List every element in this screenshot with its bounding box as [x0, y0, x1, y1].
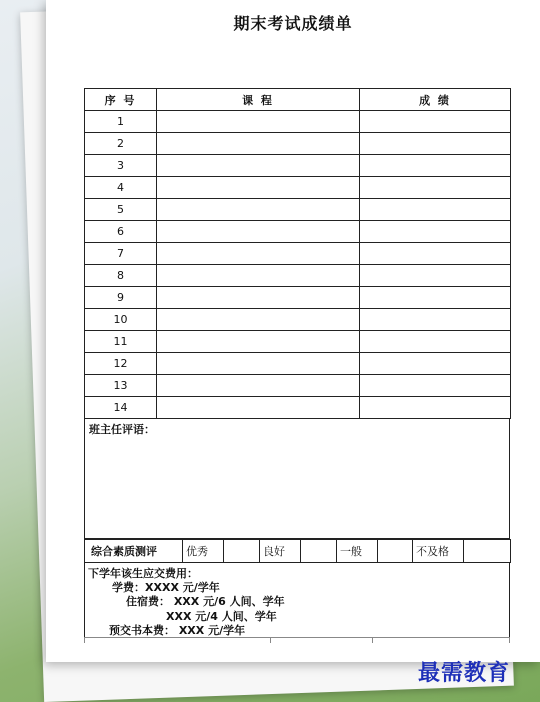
- row-index: 5: [85, 199, 157, 221]
- row-index: 13: [85, 375, 157, 397]
- row-index: 7: [85, 243, 157, 265]
- fees-section: [84, 563, 510, 638]
- table-row: [85, 353, 511, 375]
- row-index: 10: [85, 309, 157, 331]
- course-cell: [157, 155, 360, 177]
- table-row: [85, 177, 511, 199]
- header-course: 课 程: [157, 89, 360, 111]
- option-excellent-box: [224, 540, 260, 563]
- table-header-row: [85, 89, 511, 111]
- option-excellent: 优秀: [183, 540, 224, 563]
- teacher-comment-label: 班主任评语：: [89, 423, 155, 436]
- row-index: 4: [85, 177, 157, 199]
- score-cell: [360, 221, 511, 243]
- row-index: 2: [85, 133, 157, 155]
- fees-books: 预交书本费： XXX 元/学年: [109, 624, 246, 637]
- row-index: 9: [85, 287, 157, 309]
- fees-heading: 下学年该生应交费用：: [88, 567, 198, 580]
- score-cell: [360, 309, 511, 331]
- watermark-logo: 最需教育: [418, 660, 511, 686]
- course-cell: [157, 309, 360, 331]
- table-row: [85, 375, 511, 397]
- score-cell: [360, 133, 511, 155]
- option-good: 良好: [260, 540, 301, 563]
- table-row: [85, 397, 511, 419]
- table-row: [85, 133, 511, 155]
- score-cell: [360, 353, 511, 375]
- course-cell: [157, 265, 360, 287]
- option-good-box: [301, 540, 337, 563]
- course-cell: [157, 243, 360, 265]
- fees-lodging-six: 住宿费： XXX 元/6 人间、学年: [126, 595, 285, 608]
- row-index: 1: [85, 111, 157, 133]
- table-row: [85, 243, 511, 265]
- course-cell: [157, 199, 360, 221]
- score-cell: [360, 331, 511, 353]
- course-cell: [157, 331, 360, 353]
- score-cell: [360, 265, 511, 287]
- course-cell: [157, 397, 360, 419]
- table-row: [85, 221, 511, 243]
- score-cell: [360, 375, 511, 397]
- course-cell: [157, 221, 360, 243]
- option-average: 一般: [337, 540, 378, 563]
- course-cell: [157, 375, 360, 397]
- table-row: [85, 155, 511, 177]
- score-cell: [360, 177, 511, 199]
- evaluation-row: [84, 539, 511, 563]
- table-row: [85, 265, 511, 287]
- row-index: 12: [85, 353, 157, 375]
- score-cell: [360, 243, 511, 265]
- bottom-tick: [509, 637, 510, 643]
- course-cell: [157, 133, 360, 155]
- fees-tuition: 学费：XXXX 元/学年: [112, 581, 220, 594]
- score-cell: [360, 111, 511, 133]
- header-index: 序 号: [85, 89, 157, 111]
- bottom-rule: [84, 637, 510, 638]
- score-cell: [360, 199, 511, 221]
- row-index: 14: [85, 397, 157, 419]
- score-cell: [360, 287, 511, 309]
- table-row: [85, 287, 511, 309]
- teacher-comment-box: [84, 419, 510, 539]
- course-cell: [157, 287, 360, 309]
- course-cell: [157, 111, 360, 133]
- row-index: 11: [85, 331, 157, 353]
- page-title: 期末考试成绩单: [233, 14, 353, 33]
- row-index: 6: [85, 221, 157, 243]
- table-row: [85, 331, 511, 353]
- option-fail-box: [464, 540, 511, 563]
- fees-lodging-four: XXX 元/4 人间、学年: [166, 610, 277, 623]
- course-cell: [157, 177, 360, 199]
- bottom-tick: [372, 637, 373, 643]
- table-row: [85, 111, 511, 133]
- bottom-tick: [84, 637, 85, 643]
- option-average-box: [378, 540, 413, 563]
- bottom-tick: [270, 637, 271, 643]
- row-index: 8: [85, 265, 157, 287]
- score-cell: [360, 397, 511, 419]
- table-row: [85, 309, 511, 331]
- course-cell: [157, 353, 360, 375]
- row-index: 3: [85, 155, 157, 177]
- header-score: 成 绩: [360, 89, 511, 111]
- score-table: [84, 88, 511, 419]
- option-fail: 不及格: [413, 540, 464, 563]
- evaluation-label: 综合素质测评: [85, 540, 183, 563]
- score-sheet-page: [46, 0, 540, 662]
- table-row: [85, 199, 511, 221]
- score-cell: [360, 155, 511, 177]
